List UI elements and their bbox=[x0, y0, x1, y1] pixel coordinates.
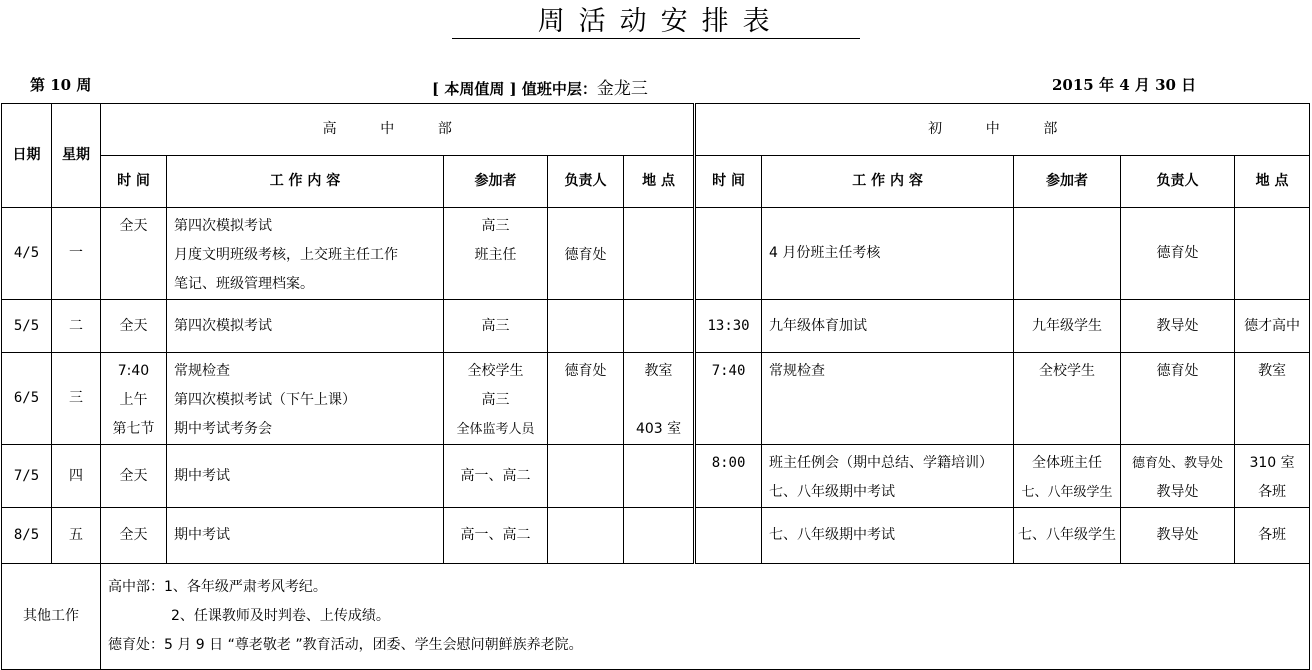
high-responsible-cell bbox=[548, 300, 624, 353]
row-date: 8/5 bbox=[2, 508, 52, 564]
row-weekday: 二 bbox=[52, 300, 101, 353]
other-work-content bbox=[101, 564, 1310, 670]
high-participants-cell bbox=[444, 208, 548, 300]
middle-participants: 全体班主任 bbox=[1032, 455, 1103, 471]
middle-col-responsible: 负责人 bbox=[1121, 156, 1235, 208]
high-participants: 高三 bbox=[444, 300, 548, 353]
middle-time-cell bbox=[695, 508, 762, 564]
row-weekday: 一 bbox=[52, 208, 101, 300]
high-participants: 全校学生 bbox=[467, 363, 524, 379]
row-weekday: 五 bbox=[52, 508, 101, 564]
middle-participants: 九年级学生 bbox=[1014, 300, 1121, 353]
duty-info bbox=[432, 74, 648, 99]
duty-label: [ 本周值周 ] 值班中层： bbox=[432, 80, 597, 98]
high-content: 第四次模拟考试 bbox=[174, 218, 272, 234]
high-place: 403 室 bbox=[635, 421, 682, 437]
high-time-cell bbox=[101, 208, 167, 300]
high-col-content: 工 作 内 容 bbox=[167, 156, 444, 208]
week-number: 第 10 周 bbox=[30, 76, 92, 94]
high-place bbox=[624, 386, 693, 415]
middle-responsible: 德育处 bbox=[1156, 363, 1199, 379]
middle-content-cell bbox=[762, 208, 1014, 300]
row-date: 7/5 bbox=[2, 445, 52, 508]
middle-content: 4 月份班主任考核 bbox=[769, 245, 881, 261]
middle-participants: 全校学生 bbox=[1039, 363, 1096, 379]
high-time: 7:40 bbox=[117, 363, 150, 379]
middle-col-place: 地 点 bbox=[1235, 156, 1310, 208]
other-work-row bbox=[2, 564, 1310, 670]
middle-responsible-cell bbox=[1121, 445, 1235, 508]
high-responsible-cell bbox=[548, 353, 624, 445]
high-time: 全天 bbox=[101, 445, 167, 508]
middle-responsible: 德育处 bbox=[1156, 245, 1199, 261]
high-place-cell bbox=[624, 208, 695, 300]
middle-content: 七、八年级期中考试 bbox=[769, 484, 896, 500]
row-weekday: 四 bbox=[52, 445, 101, 508]
schedule-table bbox=[1, 103, 1310, 670]
table-row bbox=[2, 208, 1310, 300]
high-responsible-cell bbox=[548, 508, 624, 564]
middle-place: 各班 bbox=[1235, 508, 1310, 564]
high-time-cell bbox=[101, 353, 167, 445]
document-date: 2015 年 4 月 30 日 bbox=[1052, 76, 1197, 94]
high-content: 第四次模拟考试（下午上课） bbox=[174, 392, 356, 408]
middle-place: 各班 bbox=[1258, 484, 1287, 500]
high-col-time: 时 间 bbox=[101, 156, 167, 208]
high-content: 期中考试 bbox=[167, 508, 444, 564]
high-responsible: 德育处 bbox=[564, 363, 607, 379]
middle-participants: 七、八年级学生 bbox=[1021, 485, 1113, 500]
row-date: 5/5 bbox=[2, 300, 52, 353]
middle-responsible-cell bbox=[1121, 208, 1235, 300]
high-participants: 高一、高二 bbox=[444, 508, 548, 564]
high-place-cell bbox=[624, 508, 695, 564]
high-place-cell bbox=[624, 300, 695, 353]
middle-responsible: 教导处 bbox=[1121, 508, 1235, 564]
middle-responsible: 德育处、教导处 bbox=[1132, 456, 1224, 471]
high-participants: 高三 bbox=[481, 392, 510, 408]
high-content-cell bbox=[167, 208, 444, 300]
row-date: 4/5 bbox=[2, 208, 52, 300]
middle-place: 教室 bbox=[1258, 363, 1287, 379]
high-participants: 高三 bbox=[481, 218, 510, 234]
duty-name: 金龙三 bbox=[596, 79, 648, 99]
high-time: 第七节 bbox=[112, 421, 155, 437]
high-col-place: 地 点 bbox=[624, 156, 695, 208]
col-header-date: 日期 bbox=[2, 104, 52, 208]
high-time: 全天 bbox=[119, 218, 148, 234]
high-col-participants: 参加者 bbox=[444, 156, 548, 208]
high-responsible: 德育处 bbox=[564, 247, 607, 263]
middle-content: 班主任例会（期中总结、学籍培训） bbox=[769, 455, 994, 471]
middle-time: 13:30 bbox=[695, 300, 762, 353]
table-row bbox=[2, 508, 1310, 564]
middle-content-cell bbox=[762, 445, 1014, 508]
high-place-cell bbox=[624, 445, 695, 508]
high-place-cell bbox=[624, 353, 695, 445]
high-content: 笔记、班级管理档案。 bbox=[174, 276, 314, 292]
high-participants-cell bbox=[444, 353, 548, 445]
high-place: 教室 bbox=[644, 363, 673, 379]
high-participants: 班主任 bbox=[474, 247, 517, 263]
other-work-line: 2、任课教师及时判卷、上传成绩。 bbox=[171, 608, 390, 624]
middle-place-cell bbox=[1235, 353, 1310, 445]
high-time: 全天 bbox=[101, 508, 167, 564]
high-participants: 全体监考人员 bbox=[456, 422, 535, 437]
page-title: 周 活 动 安 排 表 bbox=[537, 6, 773, 37]
row-weekday: 三 bbox=[52, 353, 101, 445]
table-row bbox=[2, 445, 1310, 508]
middle-participants-cell bbox=[1014, 445, 1121, 508]
title-underline bbox=[452, 38, 860, 39]
middle-time: 8:00 bbox=[711, 455, 746, 471]
high-col-responsible: 负责人 bbox=[548, 156, 624, 208]
high-content: 常规检查 bbox=[174, 363, 230, 379]
high-responsible-cell bbox=[548, 445, 624, 508]
middle-time-cell bbox=[695, 208, 762, 300]
high-responsible-cell bbox=[548, 208, 624, 300]
high-time: 全天 bbox=[101, 300, 167, 353]
middle-col-content: 工 作 内 容 bbox=[762, 156, 1014, 208]
middle-time-cell bbox=[695, 445, 762, 508]
other-work-label: 其他工作 bbox=[2, 564, 101, 670]
high-participants: 高一、高二 bbox=[444, 445, 548, 508]
middle-content: 七、八年级期中考试 bbox=[762, 508, 1014, 564]
middle-school-section-header: 初 中 部 bbox=[695, 104, 1310, 156]
other-work-line: 德育处：5 月 9 日 “尊老敬老 ”教育活动，团委、学生会慰问朝鲜族养老院。 bbox=[108, 637, 583, 653]
high-time: 上午 bbox=[119, 392, 148, 408]
col-header-weekday: 星期 bbox=[52, 104, 101, 208]
middle-col-time: 时 间 bbox=[695, 156, 762, 208]
high-content: 月度文明班级考核，上交班主任工作 bbox=[174, 247, 398, 263]
middle-content: 常规检查 bbox=[769, 363, 826, 379]
middle-place-cell bbox=[1235, 445, 1310, 508]
middle-col-participants: 参加者 bbox=[1014, 156, 1121, 208]
middle-time: 7:40 bbox=[711, 363, 746, 379]
middle-place: 310 室 bbox=[1249, 455, 1295, 471]
high-school-section-header: 高 中 部 bbox=[101, 104, 695, 156]
middle-place: 德才高中 bbox=[1235, 300, 1310, 353]
table-row bbox=[2, 300, 1310, 353]
middle-responsible-cell bbox=[1121, 353, 1235, 445]
middle-content-cell bbox=[762, 353, 1014, 445]
other-work-line: 高中部：1、各年级严肃考风考纪。 bbox=[108, 579, 327, 595]
middle-responsible: 教导处 bbox=[1156, 484, 1199, 500]
high-content: 第四次模拟考试 bbox=[167, 300, 444, 353]
middle-responsible: 教导处 bbox=[1121, 300, 1235, 353]
high-content-cell bbox=[167, 353, 444, 445]
middle-place-cell bbox=[1235, 208, 1310, 300]
middle-participants-cell bbox=[1014, 208, 1121, 300]
high-content: 期中考试 bbox=[167, 445, 444, 508]
high-content: 期中考试考务会 bbox=[174, 421, 272, 437]
middle-participants: 七、八年级学生 bbox=[1014, 508, 1121, 564]
middle-content: 九年级体育加试 bbox=[762, 300, 1014, 353]
table-row bbox=[2, 353, 1310, 445]
middle-participants-cell bbox=[1014, 353, 1121, 445]
row-date: 6/5 bbox=[2, 353, 52, 445]
middle-time-cell bbox=[695, 353, 762, 445]
